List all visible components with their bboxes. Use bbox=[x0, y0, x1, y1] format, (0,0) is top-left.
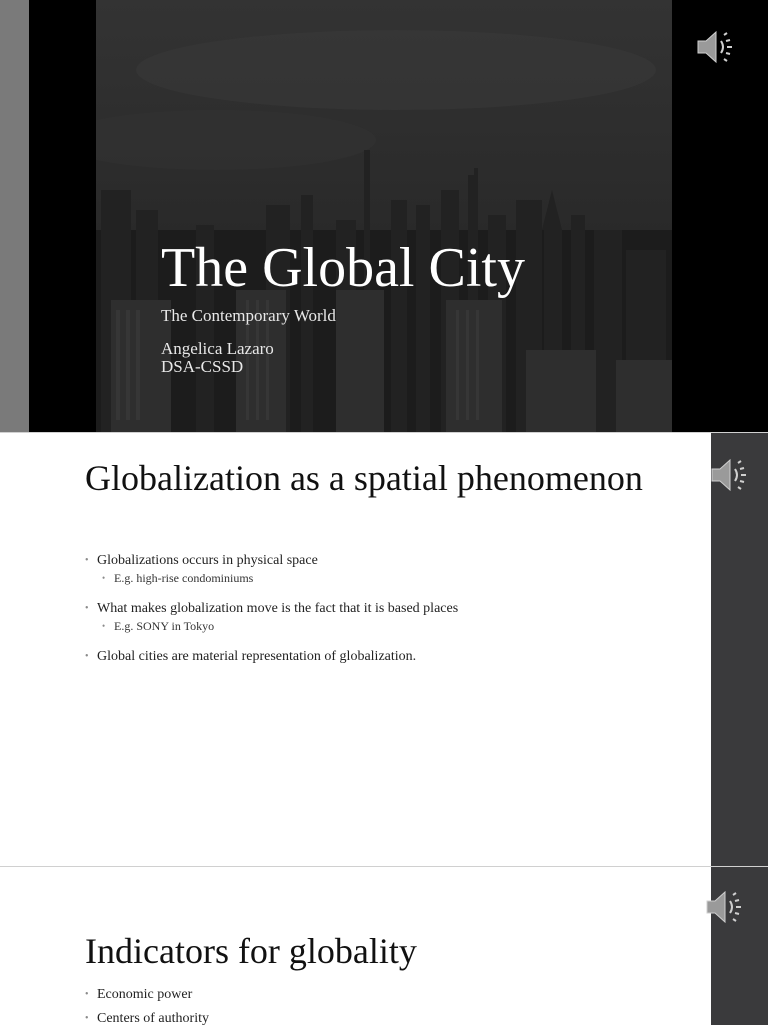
bullet-spacer bbox=[85, 586, 685, 600]
right-dark-bar bbox=[711, 433, 768, 867]
content-slide-indicators bbox=[0, 866, 768, 1025]
sub-bullet-item: • E.g. SONY in Tokyo bbox=[85, 618, 685, 634]
bullet-item: • Economic power bbox=[85, 986, 685, 1004]
bullet-item: • What makes globalization move is the fact that it is based places bbox=[85, 600, 685, 618]
slide-subtitle: The Contemporary World bbox=[161, 306, 336, 325]
speaker-icon[interactable] bbox=[704, 887, 744, 927]
author-name: Angelica Lazaro bbox=[161, 339, 274, 358]
speaker-icon[interactable] bbox=[709, 455, 749, 495]
bullet-item: • Global cities are material representation of globalization. bbox=[85, 648, 685, 666]
sub-bullet-item: • E.g. high-rise condominiums bbox=[85, 570, 685, 586]
speaker-icon[interactable] bbox=[695, 27, 735, 67]
left-gray-bar bbox=[0, 0, 29, 432]
bullet-item: • Globalizations occurs in physical space bbox=[85, 552, 685, 570]
slide-heading: Globalization as a spatial phenomenon bbox=[85, 458, 643, 498]
bullet-list bbox=[85, 552, 685, 666]
bullet-item: • Centers of authority bbox=[85, 1010, 685, 1025]
author-affiliation: DSA-CSSD bbox=[161, 357, 244, 376]
author-block bbox=[161, 340, 274, 376]
slide-title: The Global City bbox=[161, 237, 525, 299]
title-slide bbox=[0, 0, 768, 432]
slide-heading: Indicators for globality bbox=[85, 931, 417, 971]
bullet-list bbox=[85, 986, 685, 1025]
bullet-spacer bbox=[85, 634, 685, 648]
content-slide-globalization bbox=[0, 432, 768, 867]
